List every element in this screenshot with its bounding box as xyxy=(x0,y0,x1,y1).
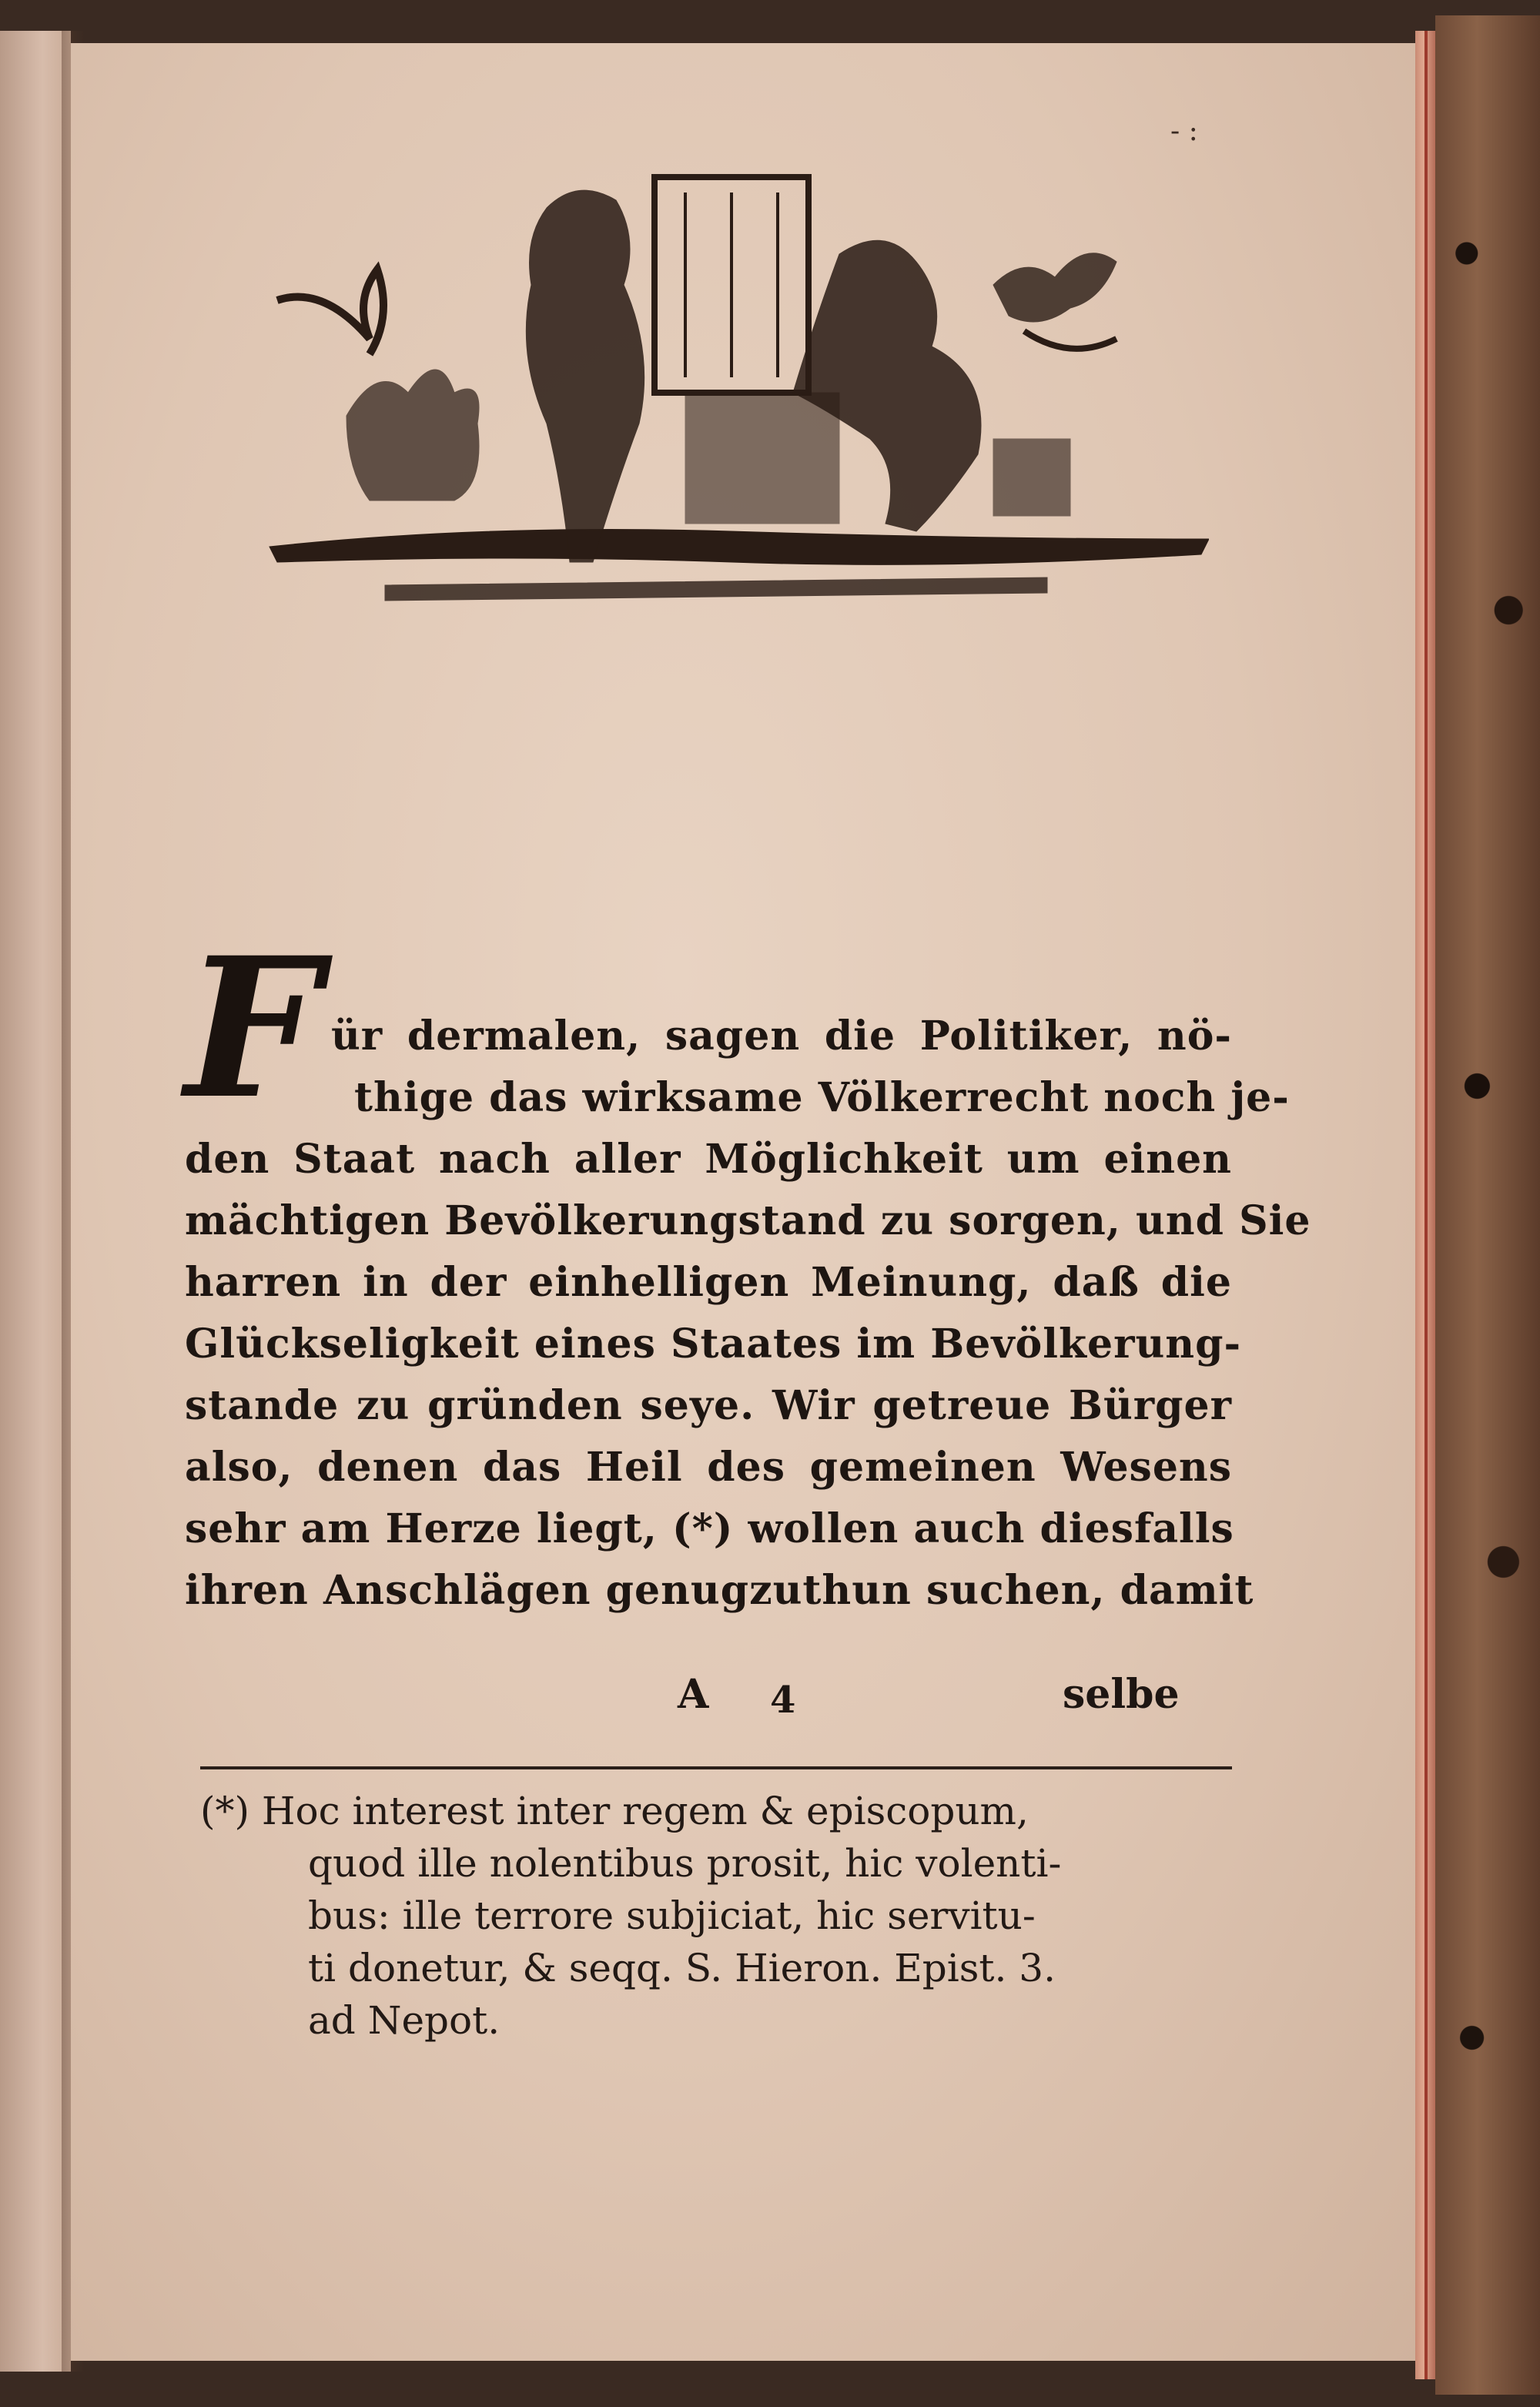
body-line-4: mächtigen Bevölkerungstand zu sorgen, und Sie xyxy=(185,1197,1311,1244)
footnote-line-1: (*) Hoc interest inter regem & episcopum, xyxy=(200,1789,1029,1833)
red-edge-line xyxy=(1424,31,1428,2379)
woodcut-vignette xyxy=(254,162,1209,624)
footnote-rule xyxy=(200,1766,1232,1769)
body-line-6: Glückseligkeit eines Staates im Bevölkerung- xyxy=(185,1321,1242,1368)
corner-marks: - : xyxy=(1170,115,1198,147)
footnote-line-2: quod ille nolentibus prosit, hic volenti- xyxy=(308,1841,1062,1886)
body-line-8: also, denen das Heil des gemeinen Wesens xyxy=(185,1444,1232,1491)
marbled-cover xyxy=(1435,15,1540,2395)
footnote-line-4: ti donetur, & seqq. S. Hieron. Epist. 3. xyxy=(308,1946,1056,1990)
body-line-9: sehr am Herze liegt, (*) wollen auch diesfalls xyxy=(185,1505,1234,1552)
body-line-7: stande zu gründen seye. Wir getreue Bürger xyxy=(185,1382,1232,1429)
body-line-1: ür dermalen, sagen die Politiker, nö- xyxy=(331,1013,1232,1060)
footnote-line-5: ad Nepot. xyxy=(308,1998,500,2043)
left-page-edge xyxy=(0,31,71,2372)
body-line-5: harren in der einhelligen Meinung, daß die xyxy=(185,1259,1232,1306)
signature-mark: A xyxy=(678,1671,709,1718)
footnote-line-3: bus: ille terrore subjiciat, hic servitu- xyxy=(308,1893,1036,1938)
body-line-3: den Staat nach aller Möglichkeit um einen xyxy=(185,1136,1232,1183)
drop-initial: F xyxy=(185,915,322,1141)
signature-number: 4 xyxy=(770,1679,796,1722)
catchword: selbe xyxy=(1063,1671,1180,1718)
body-line-10: ihren Anschlägen genugzuthun suchen, damit xyxy=(185,1567,1254,1614)
body-line-2: thige das wirksame Völkerrecht noch je- xyxy=(354,1074,1290,1121)
